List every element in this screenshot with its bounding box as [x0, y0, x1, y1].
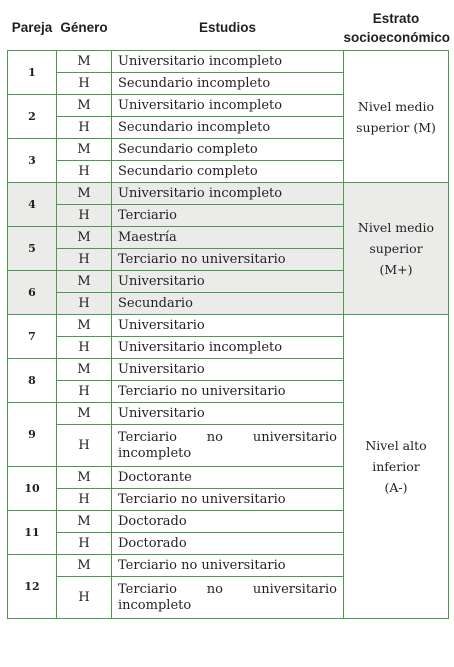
pair-number: 10	[8, 467, 57, 511]
gender-cell: M	[57, 467, 112, 489]
studies-cell: Universitario incompleto	[112, 95, 344, 117]
gender-cell: H	[57, 73, 112, 95]
studies-cell: Terciario no universitario	[112, 489, 344, 511]
gender-cell: H	[57, 533, 112, 555]
gender-cell: M	[57, 511, 112, 533]
gender-cell: H	[57, 161, 112, 183]
studies-cell: Universitario incompleto	[112, 51, 344, 73]
gender-cell: H	[57, 425, 112, 467]
gender-cell: H	[57, 293, 112, 315]
pair-number: 4	[8, 183, 57, 227]
studies-cell: Universitario	[112, 403, 344, 425]
studies-cell: Universitario	[112, 271, 344, 293]
studies-cell: Universitario incompleto	[112, 183, 344, 205]
gender-cell: M	[57, 139, 112, 161]
stratum-cell: Nivel medio superior (M+)	[344, 183, 449, 315]
studies-cell: Doctorado	[112, 533, 344, 555]
gender-cell: M	[57, 95, 112, 117]
gender-cell: M	[57, 51, 112, 73]
gender-cell: M	[57, 271, 112, 293]
gender-cell: M	[57, 315, 112, 337]
header-genero: Género	[60, 20, 108, 35]
header-estrato: Estrato socioeconómico	[343, 10, 451, 45]
stratum-cell: Nivel medio superior (M)	[344, 51, 449, 183]
studies-cell: Secundario completo	[112, 139, 344, 161]
couples-table	[7, 5, 449, 619]
gender-cell: H	[57, 489, 112, 511]
studies-cell: Terciario no universitario	[112, 555, 344, 577]
studies-cell: Secundario	[112, 293, 344, 315]
pair-number: 11	[8, 511, 57, 555]
studies-cell: Universitario incompleto	[112, 337, 344, 359]
studies-cell: Terciario no universitario	[112, 249, 344, 271]
gender-cell: H	[57, 249, 112, 271]
gender-cell: H	[57, 205, 112, 227]
table-row	[8, 51, 449, 73]
pair-number: 1	[8, 51, 57, 95]
gender-cell: M	[57, 555, 112, 577]
studies-cell: Secundario incompleto	[112, 73, 344, 95]
pair-number: 5	[8, 227, 57, 271]
gender-cell: M	[57, 183, 112, 205]
studies-cell: Universitario	[112, 315, 344, 337]
pair-number: 7	[8, 315, 57, 359]
studies-cell: Doctorado	[112, 511, 344, 533]
studies-cell: Universitario	[112, 359, 344, 381]
pair-number: 12	[8, 555, 57, 619]
header-pareja: Pareja	[11, 20, 53, 35]
pair-number: 9	[8, 403, 57, 467]
studies-cell: Terciario no universitario incompleto	[112, 425, 344, 467]
studies-cell: Terciario	[112, 205, 344, 227]
studies-cell: Secundario completo	[112, 161, 344, 183]
studies-cell: Terciario no universitario incompleto	[112, 577, 344, 619]
gender-cell: M	[57, 227, 112, 249]
table-row	[8, 183, 449, 205]
gender-cell: M	[57, 403, 112, 425]
pair-number: 6	[8, 271, 57, 315]
gender-cell: H	[57, 577, 112, 619]
pair-number: 8	[8, 359, 57, 403]
studies-cell: Terciario no universitario	[112, 381, 344, 403]
pair-number: 3	[8, 139, 57, 183]
header-row	[8, 5, 449, 51]
pair-number: 2	[8, 95, 57, 139]
gender-cell: H	[57, 337, 112, 359]
gender-cell: M	[57, 359, 112, 381]
stratum-cell: Nivel alto inferior (A-)	[344, 315, 449, 619]
studies-cell: Secundario incompleto	[112, 117, 344, 139]
header-estudios: Estudios	[198, 20, 256, 35]
table-row	[8, 315, 449, 337]
studies-cell: Maestría	[112, 227, 344, 249]
gender-cell: H	[57, 117, 112, 139]
studies-cell: Doctorante	[112, 467, 344, 489]
gender-cell: H	[57, 381, 112, 403]
